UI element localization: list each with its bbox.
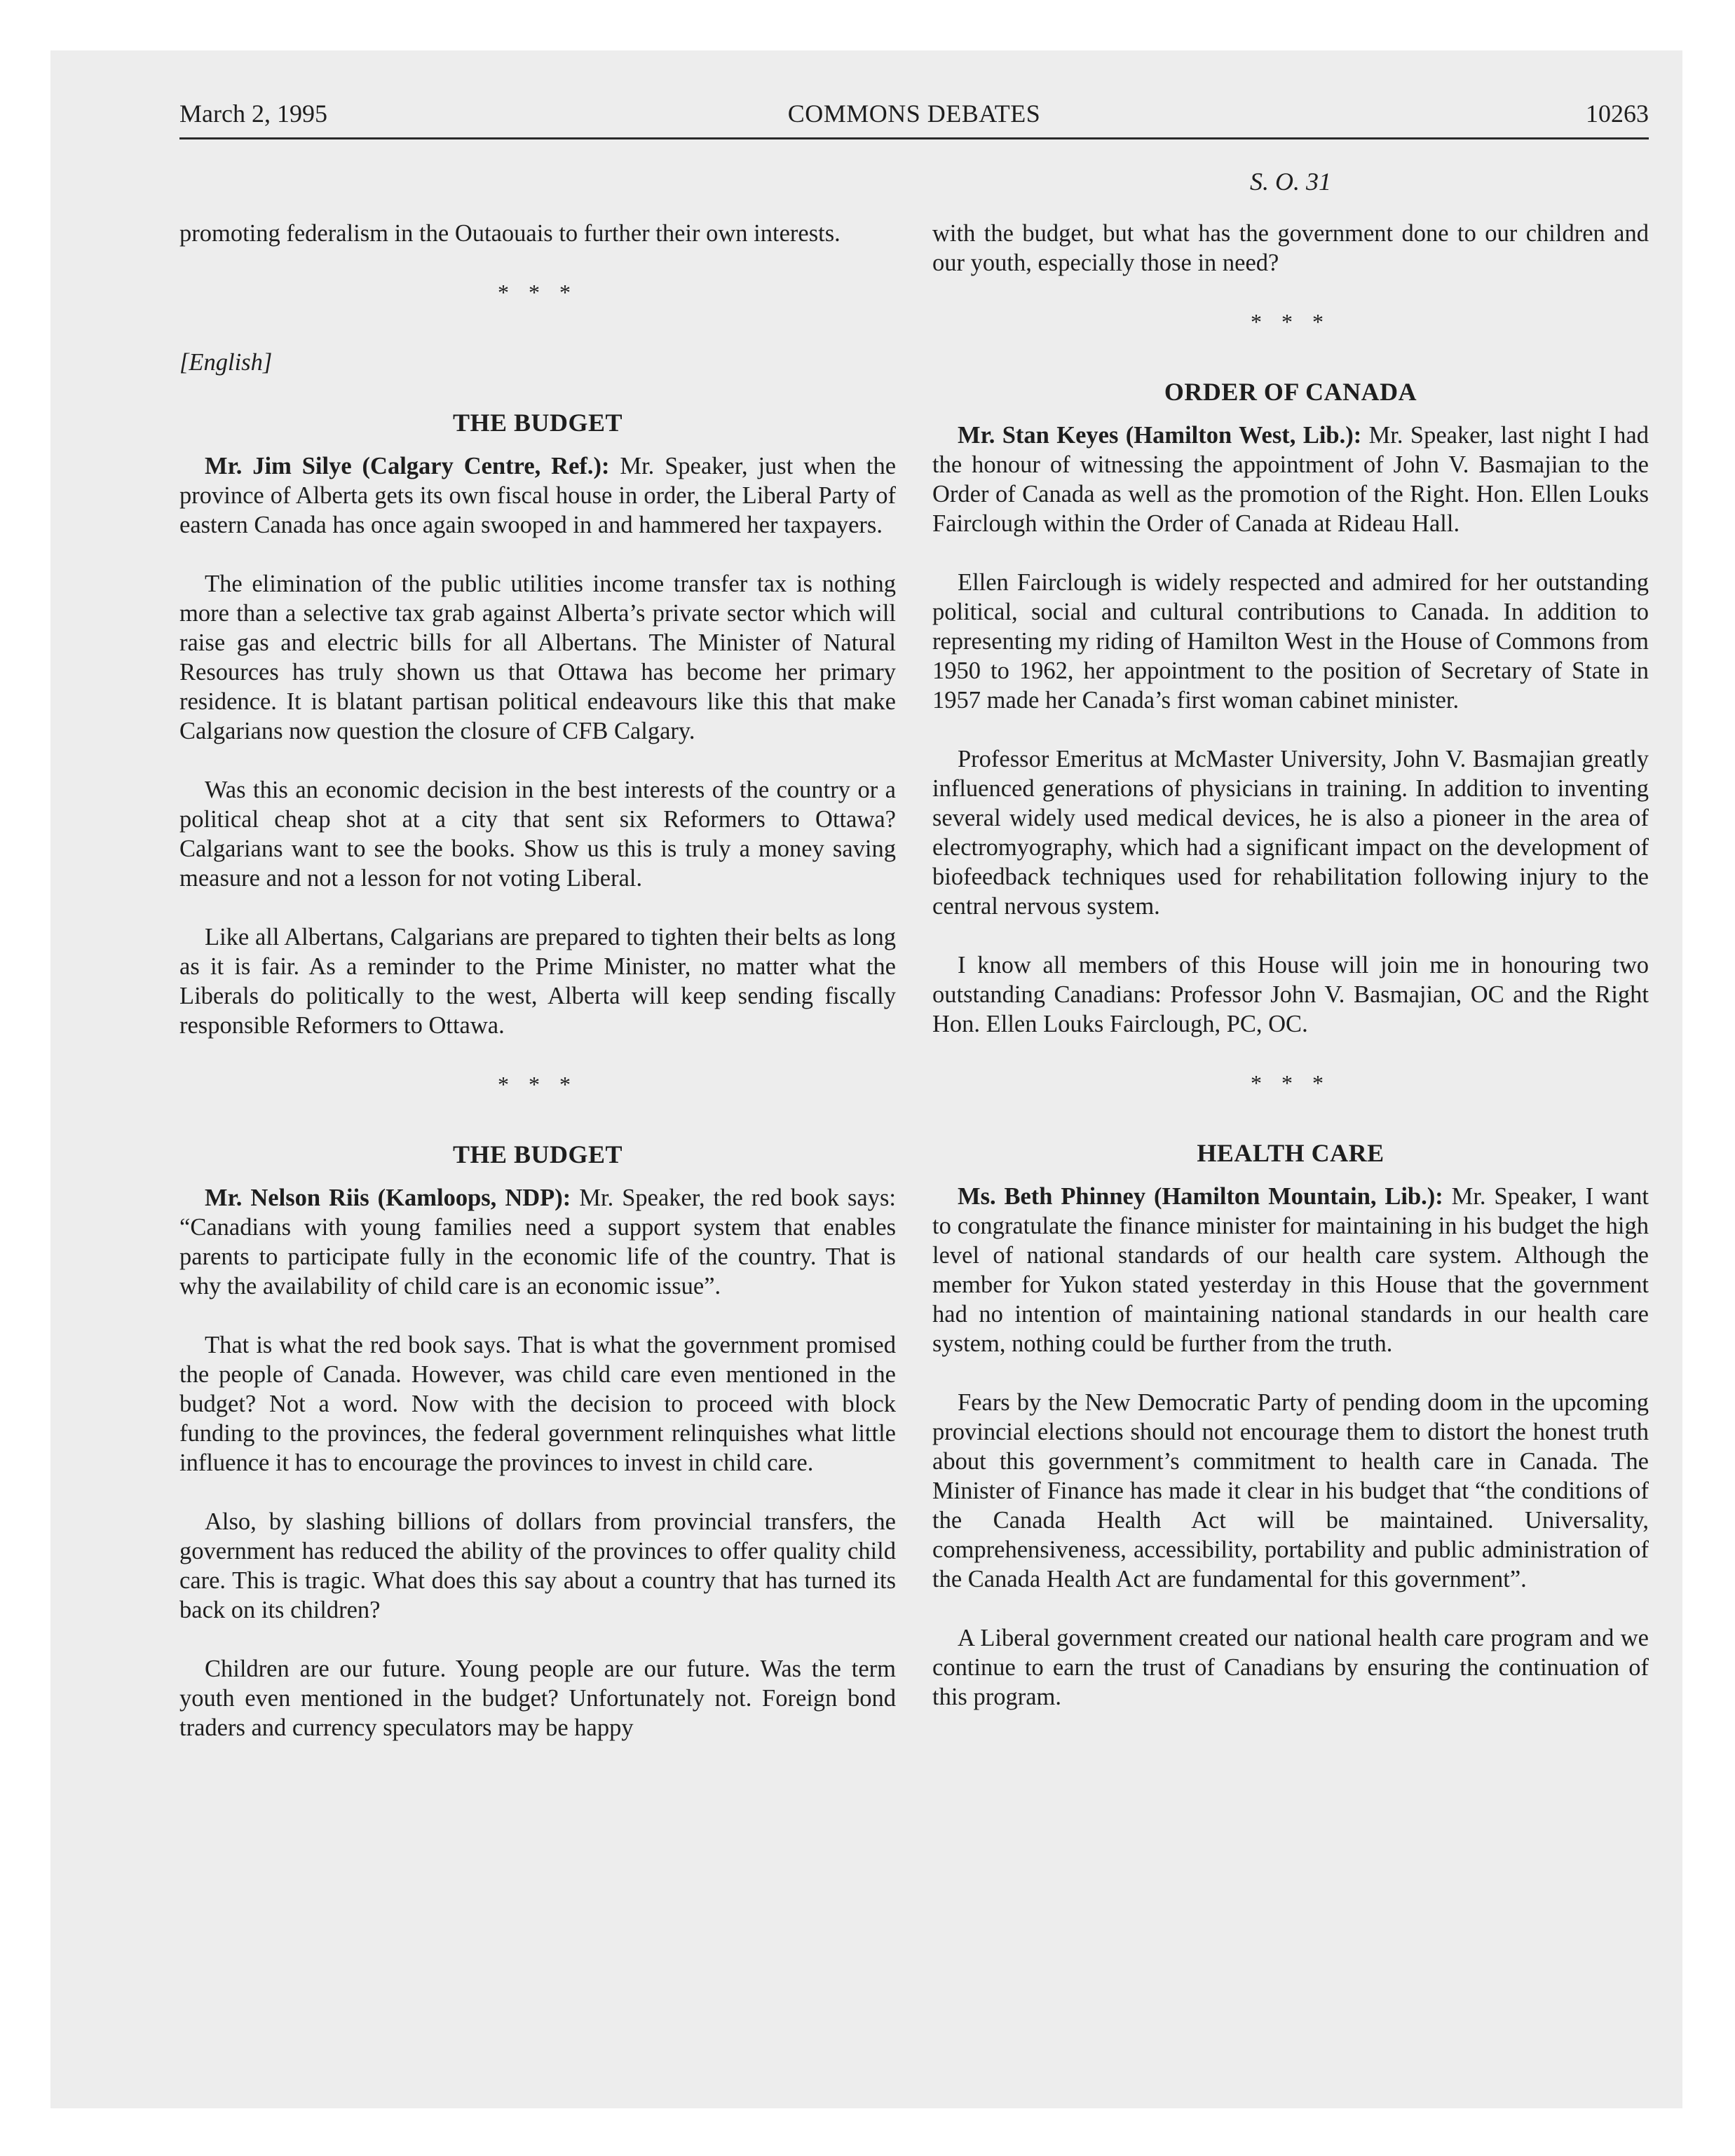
section-heading: HEALTH CARE xyxy=(1197,1139,1384,1167)
header-rule xyxy=(179,137,1649,139)
paragraph: That is what the red book says. That is what the government promised the people of Canada. However, was child care even mentioned in the budget? Not a word. Now with the decision to proceed with block funding to the provinces, the federal government relinquishes what little influence it has to encourage the provinces to invest in child care. xyxy=(179,1332,896,1476)
paragraph: Professor Emeritus at McMaster University, John V. Basmajian greatly influenced generations of physicians in training. In addition to inventing several widely used medical devices, he is also a pioneer in the area of electromyography, which had a significant impact on the development of biofeedback techniques used for rehabilitation following injury to the central nervous system. xyxy=(932,746,1649,920)
paragraph: I know all members of this House will join me in honouring two outstanding Canadians: Professor John V. Basmajian, OC and the Right Hon. Ellen Louks Fairclough, PC, OC. xyxy=(932,952,1649,1037)
speech-paragraph xyxy=(932,1182,1649,1358)
speaker-name: Mr. Jim Silye (Calgary Centre, Ref.): xyxy=(205,453,610,479)
section-separator: * * * xyxy=(498,1072,578,1097)
paragraph: promoting federalism in the Outaouais to further their own interests. xyxy=(179,220,841,247)
paragraph: Children are our future. Young people are our future. Was the term youth even mentioned in the budget? Unfortunately not. Foreign bond traders and currency speculators may be happy xyxy=(179,1656,896,1741)
paragraph: Fears by the New Democratic Party of pending doom in the upcoming provincial elections should not encourage them to distort the honest truth about this government’s commitment to health care in Canada. The Minister of Finance has made it clear in his budget that “the conditions of the Canada Health Act will be maintained. Universality, comprehensiveness, accessibility, portability and public administration of the Canada Health Act are fundamental for this government”. xyxy=(932,1389,1649,1592)
speech-text: Mr. Speaker, just when the province of Alberta gets its own fiscal house in order, the Liberal Party of eastern Canada has once again swooped in and hammered her taxpayers. xyxy=(179,453,897,538)
section-heading: ORDER OF CANADA xyxy=(1164,378,1417,406)
speaker-name: Mr. Nelson Riis (Kamloops, NDP): xyxy=(205,1185,571,1211)
speaker-name: Mr. Stan Keyes (Hamilton West, Lib.): xyxy=(958,422,1362,449)
header-page-number: 10263 xyxy=(1586,100,1649,128)
speech-text: Mr. Speaker, the red book says: “Canadians with young families need a support system that enables parents to participate fully in the economic life of the country. That is why the availability of child care is an economic issue”. xyxy=(179,1185,897,1299)
paragraph: Was this an economic decision in the best interests of the country or a political cheap shot at a city that sent six Reformers to Ottawa? Calgarians want to see the books. Show us this is truly a money saving measure and not a lesson for not voting Liberal. xyxy=(179,777,896,892)
speech-paragraph xyxy=(179,451,896,540)
paragraph: Ellen Fairclough is widely respected and admired for her outstanding political, social and cultural contributions to Canada. In addition to representing my riding of Hamilton West in the House of Commons from 1950 to 1962, her appointment to the position of Secretary of State in 1957 made her Canada’s first woman cabinet minister. xyxy=(932,569,1649,714)
right-column xyxy=(932,219,1649,1741)
paragraph: Also, by slashing billions of dollars from provincial transfers, the government has reduced the ability of the provinces to offer quality child care. This is tragic. What does this say about a country that has turned its back on its children? xyxy=(179,1508,896,1623)
speaker-name: Ms. Beth Phinney (Hamilton Mountain, Lib.): xyxy=(958,1183,1443,1210)
section-separator: * * * xyxy=(498,280,578,305)
header-title: COMMONS DEBATES xyxy=(787,100,1041,128)
speech-paragraph xyxy=(932,421,1649,538)
language-marker: [English] xyxy=(179,349,273,376)
left-column xyxy=(179,219,896,1772)
section-separator: * * * xyxy=(1251,309,1331,334)
section-heading: THE BUDGET xyxy=(452,1140,623,1168)
speech-text: Mr. Speaker, last night I had the honour of witnessing the appointment of John V. Basmajian to the Order of Canada as well as the promotion of the Right. Hon. Ellen Louks Fairclough within the Order of Canada at Rideau Hall. xyxy=(932,422,1649,537)
paragraph: Like all Albertans, Calgarians are prepared to tighten their belts as long as it is fair. As a reminder to the Prime Minister, no matter what the Liberals do politically to the west, Alberta will keep sending fiscally responsible Reformers to Ottawa. xyxy=(179,924,896,1039)
page-header xyxy=(179,98,1649,140)
paragraph: with the budget, but what has the government done to our children and our youth, especially those in need? xyxy=(932,220,1649,276)
section-separator: * * * xyxy=(1251,1070,1331,1096)
section-tag: S. O. 31 xyxy=(1250,168,1331,196)
paragraph: A Liberal government created our national health care program and we continue to earn the trust of Canadians by ensuring the continuation of this program. xyxy=(932,1625,1649,1710)
speech-text: Mr. Speaker, I want to congratulate the finance minister for maintaining in his budget the high level of national standards of our health care system. Although the member for Yukon stated yesterday in this House that the government had no intention of maintaining national standards in our health care system, nothing could be further from the truth. xyxy=(932,1183,1649,1357)
paragraph: The elimination of the public utilities income transfer tax is nothing more than a selective tax grab against Alberta’s private sector which will raise gas and electric bills for all Albertans. The Minister of Natural Resources has truly shown us that Ottawa has become her primary residence. It is blatant partisan political endeavours like this that make Calgarians now question the closure of CFB Calgary. xyxy=(179,571,896,744)
speech-paragraph xyxy=(179,1183,896,1301)
header-date: March 2, 1995 xyxy=(179,100,327,128)
section-heading: THE BUDGET xyxy=(452,409,623,437)
